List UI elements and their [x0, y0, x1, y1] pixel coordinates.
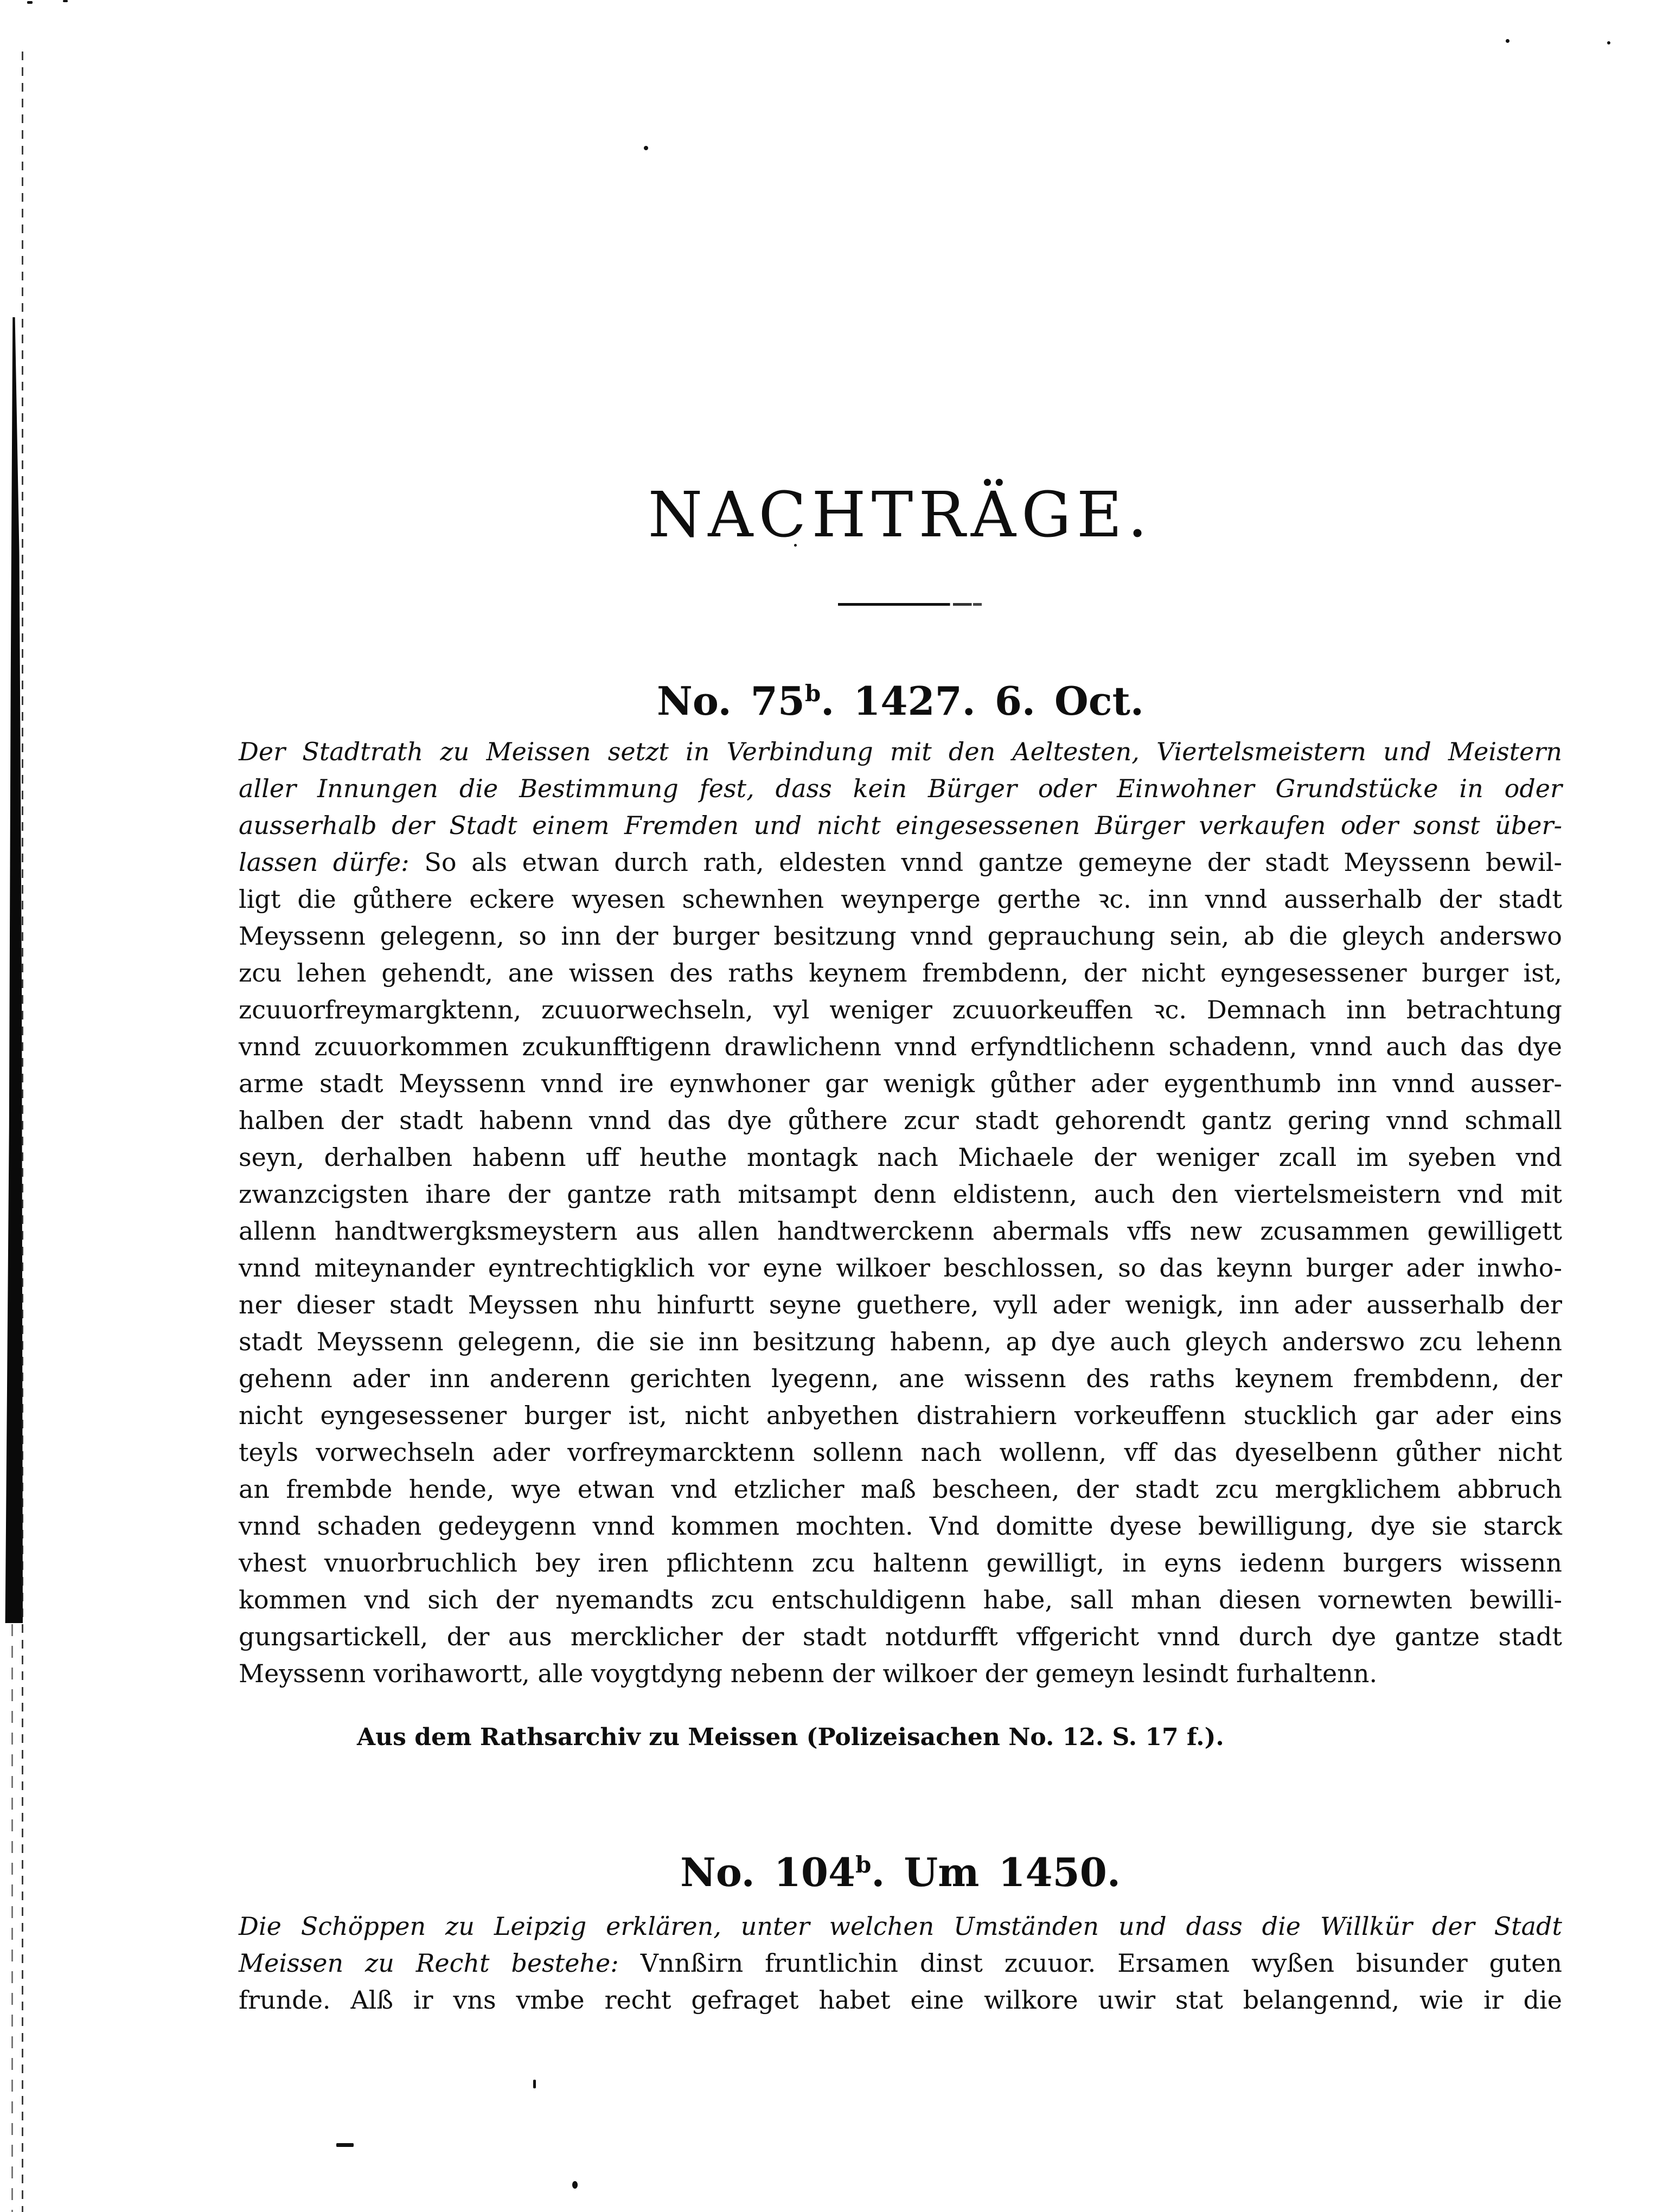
charter-roman-text: Vnnßirn fruntlichin dinst zcuuor. Ersamen wyßen bisunder guten	[618, 1948, 1563, 1978]
text-line	[239, 1945, 1562, 1982]
text-line	[239, 1249, 1562, 1286]
scan-margin-line	[22, 52, 23, 2212]
text-line	[239, 1360, 1562, 1397]
charter-roman-text: gehenn ader inn anderenn gerichten lyegenn, ane wissenn des raths keynem frembdenn, der	[239, 1364, 1562, 1393]
text-line	[239, 954, 1562, 991]
text-line	[239, 1908, 1562, 1945]
title-divider-rule	[838, 603, 982, 606]
text-line	[239, 1508, 1562, 1544]
regest-italic-text: lassen dürfe:	[239, 848, 410, 877]
regest-italic-text: aller Innungen die Bestimmung fest, dass kein Bürger oder Einwohner Grundstücke in oder	[239, 774, 1562, 803]
entry-number: No. 104	[680, 1849, 856, 1895]
charter-roman-text: zwanzcigsten ihare der gantze rath mitsampt denn eldistenn, auch den viertelsmeistern vnd mit	[239, 1179, 1562, 1209]
charter-roman-text: ner dieser stadt Meyssen nhu hinfurtt seyne guethere, vyll ader wenigk, inn ader ausserhalb der	[239, 1290, 1562, 1319]
entry-date: . Um 1450.	[871, 1849, 1121, 1895]
text-line	[239, 844, 1562, 881]
charter-roman-text: allenn handtwergksmeystern aus allen handtwerckenn abermals vffs new zcusammen gewilligett	[239, 1216, 1562, 1246]
scan-speck	[63, 0, 68, 2]
regest-italic-text: Die Schöppen zu Leipzig erklären, unter welchen Umständen und dass die Willkür der Stadt	[239, 1912, 1562, 1941]
entry-heading-75b	[239, 672, 1562, 722]
text-line	[239, 881, 1562, 918]
charter-roman-text: teyls vorwechseln ader vorfreymarcktenn sollenn nach wollenn, vff das dyeselbenn gůther nicht	[239, 1438, 1562, 1467]
scan-speck	[336, 2143, 354, 2147]
text-line	[239, 1471, 1562, 1508]
text-line	[239, 1102, 1562, 1139]
page-title: NACHTRÄGE.	[648, 479, 1153, 552]
scan-speck	[27, 1, 33, 4]
charter-roman-text: vnnd schaden gedeygenn vnnd kommen mochten. Vnd domitte dyese bewilligung, dye sie starck	[239, 1511, 1562, 1541]
regest-italic-text: Meissen zu Recht bestehe:	[239, 1948, 619, 1978]
text-line	[239, 1028, 1562, 1065]
text-line	[239, 807, 1562, 844]
charter-roman-text: gungsartickell, der aus mercklicher der stadt notdurfft vffgericht vnnd durch dye gantze stadt	[239, 1622, 1562, 1651]
scan-speck	[572, 2181, 578, 2189]
charter-roman-text: Meyssenn gelegenn, so inn der burger besitzung vnnd geprauchung sein, ab die gleych anderswo	[239, 921, 1562, 951]
text-line	[239, 1618, 1562, 1655]
charter-roman-text: kommen vnd sich der nyemandts zcu entschuldigenn habe, sall mhan diesen vornewten bewilli-	[239, 1585, 1562, 1614]
charter-roman-text: vnnd zcuuorkommen zcukunfftigenn drawlichenn vnnd erfyndtlichenn schadenn, vnnd auch das dye	[239, 1032, 1562, 1061]
text-line	[239, 1176, 1562, 1213]
scan-margin-line-secondary	[11, 1624, 13, 2212]
charter-roman-text: So als etwan durch rath, eldesten vnnd gantze gemeyne der stadt Meyssenn bewil-	[409, 848, 1562, 877]
regest-italic-text: ausserhalb der Stadt einem Fremden und nicht eingesessenen Bürger verkaufen oder sonst über-	[239, 811, 1562, 840]
text-line	[239, 1544, 1562, 1581]
charter-roman-text: halben der stadt habenn vnnd das dye gůthere zcur stadt gehorendt gantz gering vnnd schmall	[239, 1106, 1562, 1135]
text-line	[239, 770, 1562, 807]
entry-75b-text	[239, 733, 1562, 1692]
charter-roman-text: seyn, derhalben habenn uff heuthe montagk nach Michaele der weniger zcall im syeben vnd	[239, 1143, 1562, 1172]
text-line	[239, 1655, 1562, 1692]
scan-speck	[533, 2080, 536, 2088]
scan-speck	[644, 146, 648, 150]
entry-104b-text	[239, 1908, 1562, 2018]
source-citation: Aus dem Rathsarchiv zu Meissen (Polizeisachen No. 12. S. 17 f.).	[357, 1723, 1224, 1751]
charter-roman-text: arme stadt Meyssenn vnnd ire eynwhoner gar wenigk gůther ader eygenthumb inn vnnd ausser-	[239, 1069, 1562, 1098]
charter-roman-text: frunde. Alß ir vns vmbe recht gefraget habet eine wilkore uwir stat belangennd, wie ir die	[239, 1985, 1562, 2015]
regest-italic-text: Der Stadtrath zu Meissen setzt in Verbindung mit den Aeltesten, Viertelsmeistern und Meistern	[239, 737, 1562, 766]
entry-number-superscript: b	[855, 1851, 872, 1878]
charter-roman-text: vhest vnuorbruchlich bey iren pflichtenn zcu haltenn gewilligt, in eyns iedenn burgers wissenn	[239, 1548, 1562, 1578]
charter-roman-text: ligt die gůthere eckere wyesen schewnhen weynperge gerthe ꝛc. inn vnnd ausserhalb der stadt	[239, 884, 1562, 914]
text-line	[239, 1139, 1562, 1176]
entry-number: No. 75	[657, 678, 805, 724]
charter-roman-text: zcuuorfreymargktenn, zcuuorwechseln, vyl weniger zcuuorkeuffen ꝛc. Demnach inn betrachtung	[239, 995, 1562, 1024]
text-line	[239, 1434, 1562, 1471]
entry-heading-104b	[239, 1844, 1562, 1894]
charter-roman-text: nicht eyngesessener burger ist, nicht anbyethen distrahiern vorkeuffenn stucklich gar ader eins	[239, 1401, 1562, 1430]
charter-roman-text: an frembde hende, wye etwan vnd etzlicher maß bescheen, der stadt zcu mergklichem abbruch	[239, 1474, 1562, 1504]
text-line	[239, 733, 1562, 770]
text-line	[239, 991, 1562, 1028]
entry-date: . 1427. 6. Oct.	[821, 678, 1144, 724]
charter-roman-text: Meyssenn vorihawortt, alle voygtdyng nebenn der wilkoer der gemeyn lesindt furhaltenn.	[239, 1659, 1378, 1688]
scan-speck	[1607, 41, 1610, 44]
charter-roman-text: zcu lehen gehendt, ane wissen des raths keynem frembdenn, der nicht eyngesessener burger ist,	[239, 958, 1562, 988]
text-line	[239, 1581, 1562, 1618]
text-line	[239, 1982, 1562, 2018]
charter-roman-text: vnnd miteynander eyntrechtigklich vor eyne wilkoer beschlossen, so das keynn burger ader inwho-	[239, 1253, 1562, 1283]
entry-number-superscript: b	[804, 680, 821, 707]
charter-roman-text: stadt Meyssenn gelegenn, die sie inn besitzung habenn, ap dye auch gleych anderswo zcu lehenn	[239, 1327, 1562, 1356]
text-line	[239, 918, 1562, 954]
scan-gutter-shadow	[3, 317, 23, 1623]
text-line	[239, 1323, 1562, 1360]
text-line	[239, 1286, 1562, 1323]
scan-speck	[1506, 39, 1509, 43]
text-line	[239, 1397, 1562, 1434]
text-line	[239, 1065, 1562, 1102]
text-line	[239, 1213, 1562, 1249]
